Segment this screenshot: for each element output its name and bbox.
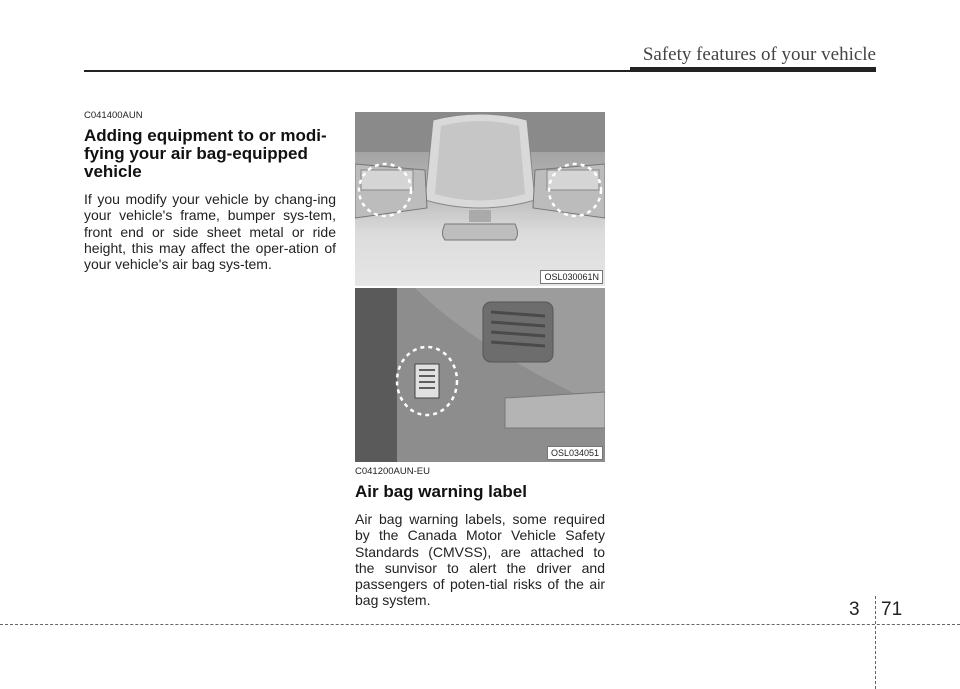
section-adding-equipment — [84, 110, 336, 272]
footer-rule — [0, 624, 960, 625]
figure-dashboard-label — [355, 288, 605, 462]
header-rule-accent — [630, 67, 876, 71]
sunvisor-illustration — [355, 112, 605, 286]
dashboard-illustration — [355, 288, 605, 462]
section-number: 3 — [849, 599, 860, 620]
figure-label: OSL034051 — [547, 446, 603, 460]
section-heading: Air bag warning label — [355, 482, 527, 501]
section-code: C041200AUN-EU — [355, 466, 430, 477]
section-heading: Adding equipment to or modi-fying your air bag-equipped vehicle — [84, 126, 327, 181]
section-body: Air bag warning labels, some required by the Canada Motor Vehicle Safety Standards (CMVSS), are attached to the sunvisor to alert the driver and passengers of poten-tial risks of the air bag system. — [355, 511, 605, 609]
figure-sunvisor-labels — [355, 112, 605, 286]
section-air-bag-warning-label — [355, 466, 605, 609]
section-code: C041400AUN — [84, 110, 143, 121]
page-header-title: Safety features of your vehicle — [642, 44, 876, 65]
page-number: 71 — [881, 599, 903, 620]
page-number-separator — [875, 596, 876, 689]
section-body: If you modify your vehicle by chang-ing your vehicle's frame, bumper sys-tem, front end or side sheet metal or ride height, this may affect the oper-ation of your vehicle's air bag sys-tem. — [84, 191, 336, 273]
figure-label: OSL030061N — [540, 270, 603, 284]
